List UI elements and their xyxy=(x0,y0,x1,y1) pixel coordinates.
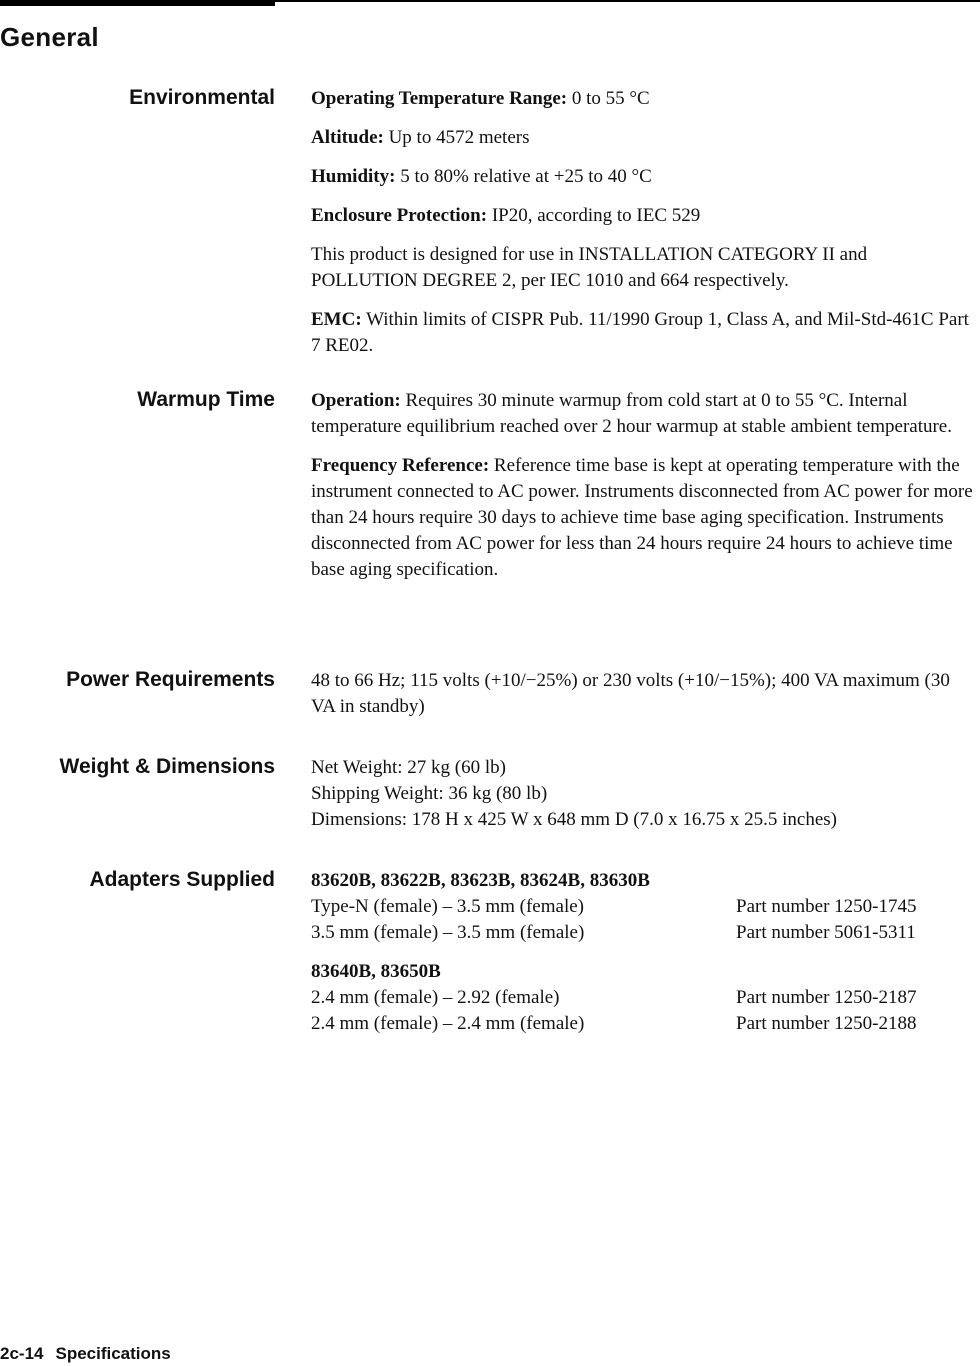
spec-value: Up to 4572 meters xyxy=(388,127,530,148)
adapter-row xyxy=(311,985,973,1011)
header-rule-thick xyxy=(0,0,275,6)
spec-term: Frequency Reference: xyxy=(311,455,490,476)
adapter-part-number: Part number 1250-1745 xyxy=(736,896,917,917)
spec-term: Operating Temperature Range: xyxy=(311,88,568,109)
section-body-adapters-supplied xyxy=(311,868,973,1037)
spec-value: 5 to 80% relative at +25 to 40 °C xyxy=(400,166,652,187)
spec-emc xyxy=(311,307,973,359)
spec-value: Reference time base is kept at operating temperature with the instrument connected to AC power. Instruments disconnected from AC power for more than 24 hours require 30 days to achieve time base aging specification. Instruments disconnected from AC power for less than 24 hours require 24 hours to achieve time base aging specification. xyxy=(311,455,973,580)
shipping-weight: Shipping Weight: 36 kg (80 lb) xyxy=(311,783,548,804)
power-spec: 48 to 66 Hz; 115 volts (+10/−25%) or 230 volts (+10/−15%); 400 VA maximum (30 VA in standby) xyxy=(311,670,950,717)
section-body-power-requirements xyxy=(311,668,973,733)
section-label-weight-dimensions: Weight & Dimensions xyxy=(59,755,275,778)
adapter-part-number: Part number 5061-5311 xyxy=(736,922,916,943)
spec-value: Requires 30 minute warmup from cold start at 0 to 55 °C. Internal temperature equilibrium reached over 2 hour warmup at stable ambient temperature. xyxy=(311,390,952,437)
section-body-warmup-time xyxy=(311,388,973,596)
adapter-description: 2.4 mm (female) – 2.4 mm (female) xyxy=(311,1013,585,1034)
adapter-part-number: Part number 1250-2187 xyxy=(736,987,917,1008)
chapter-name: Specifications xyxy=(55,1344,171,1363)
installation-category-note: This product is designed for use in INSTALLATION CATEGORY II and POLLUTION DEGREE 2, per IEC 1010 and 664 respectively. xyxy=(311,244,868,291)
spec-operation xyxy=(311,388,973,440)
section-body-weight-dimensions xyxy=(311,755,973,833)
adapter-row xyxy=(311,894,973,920)
page-footer xyxy=(0,1344,183,1364)
section-label-power-requirements: Power Requirements xyxy=(66,668,275,691)
spec-term: Enclosure Protection: xyxy=(311,205,488,226)
dimensions: Dimensions: 178 H x 425 W x 648 mm D (7.0 x 16.75 x 25.5 inches) xyxy=(311,809,837,830)
adapter-description: 3.5 mm (female) – 3.5 mm (female) xyxy=(311,922,585,943)
adapter-part-number: Part number 1250-2188 xyxy=(736,1013,917,1034)
spec-term: Humidity: xyxy=(311,166,396,187)
header-rule-thin xyxy=(275,0,980,2)
spec-value: Within limits of CISPR Pub. 11/1990 Group 1, Class A, and Mil-Std-461C Part 7 RE02. xyxy=(311,309,969,356)
spec-altitude xyxy=(311,125,973,151)
page-title: General xyxy=(0,22,99,52)
adapter-group xyxy=(311,868,973,946)
spec-value: 0 to 55 °C xyxy=(571,88,650,109)
adapter-row xyxy=(311,1011,973,1037)
spec-value: IP20, according to IEC 529 xyxy=(491,205,701,226)
spec-operating-temperature xyxy=(311,86,973,112)
adapter-group-models: 83620B, 83622B, 83623B, 83624B, 83630B xyxy=(311,870,650,891)
adapter-group xyxy=(311,959,973,1037)
spec-frequency-reference xyxy=(311,453,973,583)
section-label-environmental: Environmental xyxy=(129,86,275,109)
section-label-warmup-time: Warmup Time xyxy=(137,388,275,411)
spec-term: Operation: xyxy=(311,390,401,411)
adapter-row xyxy=(311,920,973,946)
spec-term: EMC: xyxy=(311,309,362,330)
spec-enclosure-protection xyxy=(311,203,973,229)
net-weight: Net Weight: 27 kg (60 lb) xyxy=(311,757,506,778)
section-body-environmental xyxy=(311,86,973,372)
adapter-group-models: 83640B, 83650B xyxy=(311,961,441,982)
adapter-description: Type-N (female) – 3.5 mm (female) xyxy=(311,896,584,917)
section-label-adapters-supplied: Adapters Supplied xyxy=(89,868,275,891)
spec-term: Altitude: xyxy=(311,127,384,148)
spec-humidity xyxy=(311,164,973,190)
page-number: 2c-14 xyxy=(0,1344,44,1363)
adapter-description: 2.4 mm (female) – 2.92 (female) xyxy=(311,987,560,1008)
